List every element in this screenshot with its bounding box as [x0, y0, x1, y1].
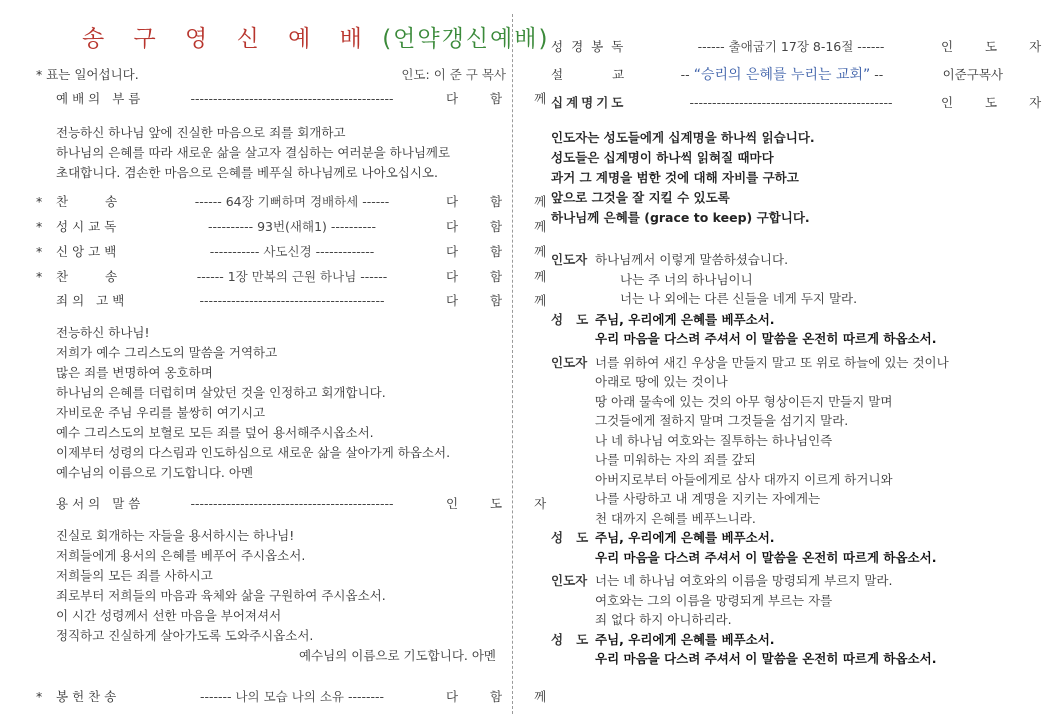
- text-line: 성도들은 십계명이 하나씩 읽혀질 때마다: [551, 150, 774, 165]
- leader-block: [551, 250, 949, 309]
- order-who: 다 함 께: [446, 293, 561, 308]
- order-fill: ----------- 사도신경 -------------: [209, 244, 375, 259]
- leader-note: 인도: 이 준 구 목사: [401, 67, 506, 82]
- order-label: 예배의 부름: [56, 91, 145, 106]
- text-line: 예수 그리스도의 보혈로 모든 죄를 덮어 용서해주시옵소서.: [56, 425, 374, 440]
- text-line: 앞으로 그것을 잘 지킬 수 있도록: [551, 190, 730, 205]
- responsive-reading: [551, 250, 949, 669]
- stand-mark: *: [36, 689, 43, 704]
- confession-text: [56, 323, 450, 483]
- speaker: 성도: [551, 530, 602, 545]
- stand-note: * 표는 일어섭니다.: [36, 67, 139, 82]
- scripture-row: [551, 38, 1055, 56]
- order-dashes: ---------------------------------------------: [190, 91, 394, 106]
- sermon-title: [641, 66, 923, 84]
- text-line: 진실로 회개하는 자들을 용서하시는 하나님!: [56, 528, 295, 543]
- order-dashes: ---------------------------------------------: [689, 95, 893, 110]
- stand-mark: *: [36, 244, 43, 259]
- text-line: 저희들에게 용서의 은혜를 베푸어 주시옵소서.: [56, 548, 306, 563]
- text-line: 과거 그 계명을 범한 것에 대해 자비를 구하고: [551, 170, 799, 185]
- order-who: 다 함 께: [446, 244, 561, 259]
- text-line: 죄로부터 저희들의 마음과 육체와 삶을 구원하여 주시옵소서.: [56, 588, 386, 603]
- order-row-pardon: [36, 495, 561, 513]
- text-line: 나를 사랑하고 내 계명을 지키는 자에게는: [595, 491, 821, 506]
- order-dashes: ---------------------------------------------: [190, 496, 394, 511]
- text-line: 나 네 하나님 여호와는 질투하는 하나님인즉: [595, 432, 833, 448]
- title-main: 송 구 영 신 예 배: [82, 26, 373, 52]
- congregation-block: [551, 630, 949, 669]
- order-label: 죄의 고백: [56, 293, 129, 308]
- speaker: 인도자: [551, 573, 588, 588]
- order-who: 다 함 께: [446, 689, 561, 704]
- text-line: 아버지로부터 아들에게로 삼사 대까지 이르게 하거니와: [595, 471, 893, 487]
- text-line: 주님, 우리에게 은혜를 베푸소서.: [595, 530, 775, 545]
- text-line: 예수님의 이름으로 기도합니다. 아멘: [56, 465, 254, 480]
- text-line: 저희들의 모든 죄를 사하시고: [56, 568, 213, 583]
- order-label: 성시교독: [56, 219, 121, 234]
- sermon-row: [551, 66, 1003, 84]
- page-title: [82, 20, 549, 53]
- text-line: 하나님께 은혜를 (grace to keep) 구합니다.: [551, 210, 810, 225]
- pardon-text: [56, 526, 506, 666]
- text-line: 초대합니다. 겸손한 마음으로 은혜를 베푸실 하나님께로 나아오십시오.: [56, 165, 438, 180]
- order-who: 다 함 께: [446, 194, 561, 209]
- commandments-intro: [551, 128, 815, 228]
- order-fill: ------ 1장 만복의 근원 하나님 ------: [196, 269, 388, 284]
- order-who: 인 도 자: [941, 95, 1055, 110]
- text-line: 우리 마음을 다스려 주셔서 이 말씀을 온전히 따르게 하옵소서.: [595, 331, 937, 346]
- order-label: 성경봉독: [551, 39, 632, 54]
- order-who: 다 함 께: [446, 219, 561, 234]
- text-line: 전능하신 하나님 앞에 진실한 마음으로 죄를 회개하고: [56, 125, 346, 140]
- speaker: 성도: [551, 631, 602, 647]
- order-label: 용서의 말씀: [56, 496, 145, 511]
- text-line: 저희가 예수 그리스도의 말씀을 거역하고: [56, 345, 278, 360]
- text-line: 이제부터 성령의 다스림과 인도하심으로 새로운 삶을 살아가게 하옵소서.: [56, 445, 451, 460]
- text-line: 나는 주 너의 하나님이니: [595, 271, 753, 287]
- text-line: 너는 네 하나님 여호와의 이름을 망령되게 부르지 말라.: [595, 573, 893, 588]
- order-who: 다 함 께: [446, 269, 561, 284]
- text-line: 전능하신 하나님!: [56, 325, 150, 340]
- order-row-call: [36, 90, 561, 108]
- speaker: 성도: [551, 311, 602, 327]
- order-who: 인 도 자: [941, 39, 1055, 54]
- dash-suffix: --: [874, 67, 884, 82]
- speaker: 인도자: [551, 354, 588, 370]
- order-label: 십계명기도: [551, 95, 627, 110]
- dash-prefix: --: [680, 67, 690, 82]
- leader-block: [551, 353, 949, 529]
- text-line: 하나님께서 이렇게 말씀하셨습니다.: [595, 252, 789, 267]
- text-line: 죄 없다 하지 아니하리라.: [595, 612, 732, 627]
- congregation-block: [551, 528, 949, 567]
- stand-note-row: [36, 66, 506, 84]
- order-label: 신앙고백: [56, 244, 121, 259]
- text-line: 땅 아래 물속에 있는 것의 아무 형상이든지 만들지 말며: [595, 393, 893, 409]
- order-row: [36, 218, 561, 236]
- order-who: 이준구목사: [942, 67, 1003, 82]
- order-fill: -----------------------------------------: [199, 293, 385, 308]
- text-line: 자비로운 주님 우리를 불쌍히 여기시고: [56, 405, 266, 420]
- order-fill: ------- 나의 모습 나의 소유 --------: [199, 689, 385, 704]
- title-sub: (언약갱신예배): [382, 26, 550, 52]
- order-row: [36, 268, 561, 286]
- stand-mark: *: [36, 194, 43, 209]
- text-line: 이 시간 성령께서 선한 마음을 부어져셔서: [56, 608, 282, 623]
- text-line: 주님, 우리에게 은혜를 베푸소서.: [595, 311, 775, 327]
- closing-line: 예수님의 이름으로 기도합니다. 아멘: [298, 648, 496, 663]
- text-line: 하나님의 은혜를 더럽히며 살았던 것을 인정하고 회개합니다.: [56, 385, 386, 400]
- text-line: 그것들에게 절하지 말며 그것들을 섬기지 말라.: [595, 413, 849, 428]
- commandments-row: [551, 94, 1055, 112]
- text-line: 인도자는 성도들에게 십계명을 하나씩 읽습니다.: [551, 130, 815, 145]
- order-label: 봉헌찬송: [56, 689, 121, 704]
- stand-mark: [36, 292, 56, 310]
- order-fill: ------ 출애굽기 17장 8-16절 ------: [697, 39, 885, 54]
- text-line: 하나님의 은혜를 따라 새로운 삶을 살고자 결심하는 여러분을 하나님께로: [56, 145, 451, 160]
- leader-block: [551, 571, 949, 630]
- text-line: 천 대까지 은혜를 베푸느니라.: [595, 510, 756, 526]
- order-who: 다 함 께: [446, 91, 561, 106]
- stand-mark: *: [36, 219, 43, 234]
- order-row: [36, 193, 561, 211]
- order-fill: ------ 64장 기뻐하며 경배하세 ------: [194, 194, 390, 209]
- text-line: 너를 위하여 새긴 우상을 만들지 말고 또 위로 하늘에 있는 것이나: [595, 354, 949, 370]
- order-fill: ---------- 93번(새해1) ----------: [208, 219, 376, 234]
- order-row: [36, 243, 561, 261]
- order-label: 설 교: [551, 67, 633, 82]
- text-line: 우리 마음을 다스려 주셔서 이 말씀을 온전히 따르게 하옵소서.: [595, 549, 937, 565]
- order-row-offering: [36, 688, 561, 706]
- text-line: 나를 미워하는 자의 죄를 갚되: [595, 452, 756, 467]
- text-line: 여호와는 그의 이름을 망령되게 부르는 자를: [595, 592, 833, 608]
- column-divider: [512, 14, 513, 714]
- text-line: 많은 죄를 변명하여 옹호하며: [56, 365, 213, 380]
- speaker: 인도자: [551, 252, 588, 267]
- sermon-quote: “승리의 은혜를 누리는 교회”: [693, 67, 871, 83]
- order-label: 찬 송: [56, 269, 122, 284]
- text-line: 우리 마음을 다스려 주셔서 이 말씀을 온전히 따르게 하옵소서.: [595, 651, 937, 666]
- congregation-block: [551, 310, 949, 349]
- text-line: 정직하고 진실하게 살아가도록 도와주시옵소서.: [56, 628, 314, 643]
- text-line: 아래로 땅에 있는 것이나: [595, 374, 728, 389]
- stand-mark: *: [36, 269, 43, 284]
- text-line: 너는 나 외에는 다른 신들을 네게 두지 말라.: [595, 291, 858, 306]
- call-text: [56, 123, 450, 183]
- text-line: 주님, 우리에게 은혜를 베푸소서.: [595, 631, 775, 647]
- order-who: 인 도 자: [446, 496, 561, 511]
- order-row: [36, 292, 561, 310]
- order-label: 찬 송: [56, 194, 122, 209]
